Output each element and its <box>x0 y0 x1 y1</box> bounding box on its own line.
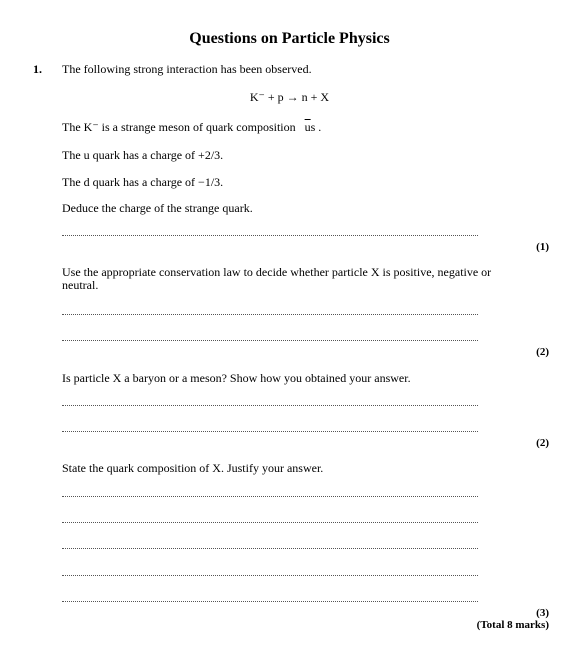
answer-line <box>62 431 478 432</box>
meson-composition-text: The K⁻ is a strange meson of quark composition <box>62 120 296 134</box>
part-b-question: Use the appropriate conservation law to decide whether particle X is positive, negative or neutral. <box>62 265 492 292</box>
answer-line <box>62 575 478 576</box>
total-marks: (Total 8 marks) <box>476 619 549 631</box>
answer-line <box>62 601 478 602</box>
part-c-question: Is particle X a baryon or a meson? Show how you obtained your answer. <box>62 371 411 385</box>
strange-quark: s . <box>310 120 322 134</box>
d-quark-charge: The d quark has a charge of −1/3. <box>62 175 224 189</box>
answer-line <box>62 314 478 315</box>
answer-line <box>62 405 478 406</box>
part-a-question: Deduce the charge of the strange quark. <box>62 201 253 215</box>
part-d-question: State the quark composition of X. Justify your answer. <box>62 461 324 475</box>
question-number: 1. <box>33 62 42 76</box>
answer-line <box>62 496 478 497</box>
part-c-marks: (2) <box>536 437 549 449</box>
reaction-equation: K⁻ + p → n + X <box>249 90 330 104</box>
part-a-marks: (1) <box>536 241 549 253</box>
page-title: Questions on Particle Physics <box>189 30 390 47</box>
question-intro: The following strong interaction has been observed. <box>62 62 312 76</box>
answer-line <box>62 548 478 549</box>
part-b-marks: (2) <box>536 346 549 358</box>
part-d-marks: (3) <box>536 607 549 619</box>
anti-up-quark: $\overline{u}$ <box>304 120 311 134</box>
answer-line <box>62 340 478 341</box>
answer-line <box>62 522 478 523</box>
u-quark-charge: The u quark has a charge of +2/3. <box>62 148 224 162</box>
answer-line <box>62 235 478 236</box>
meson-composition-line <box>62 120 321 135</box>
